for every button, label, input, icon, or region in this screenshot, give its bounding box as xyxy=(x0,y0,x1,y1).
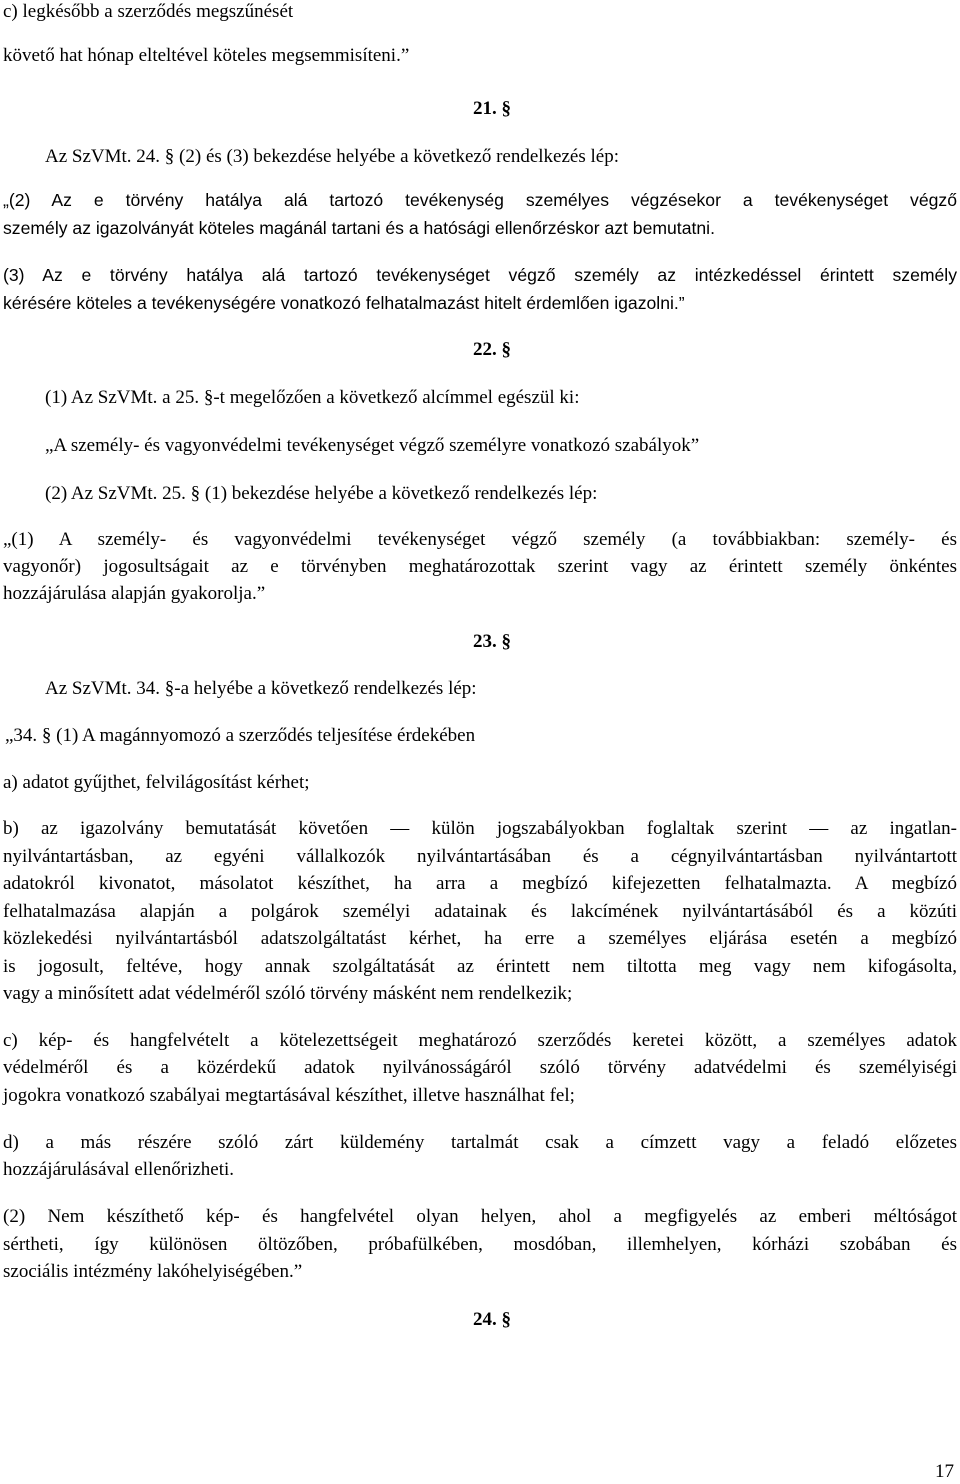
text-line: d) a más részére szóló zárt küldemény tartalmát csak a címzett vagy a feladó előzetes xyxy=(3,1132,957,1153)
text-line: „34. § (1) A magánnyomozó a szerződés teljesítése érdekében xyxy=(5,725,476,746)
text-line: vagyonőr) jogosultságait az e törvényben meghatározottak szerint vagy az érintett személy önkéntes xyxy=(3,556,957,577)
text-line: szociális intézmény lakóhelyiségében.” xyxy=(3,1261,303,1282)
text-line: követő hat hónap elteltével köteles megsemmisíteni.” xyxy=(3,45,410,66)
text-line: b) az igazolvány bemutatását követően — külön jogszabályokban foglaltak szerint — az ingatlan- xyxy=(3,818,957,839)
section-heading-22: 22. § xyxy=(473,339,511,360)
text-line: sértheti, így különösen öltözőben, próbafülkében, mosdóban, illemhelyen, kórházi szobában és xyxy=(3,1234,957,1255)
text-line: vagy a minősített adat védelméről szóló törvény másként nem rendelkezik; xyxy=(3,983,573,1004)
text-line: felhatalmazása alapján a polgárok személyi adatainak és lakcímének nyilvántartásából és a közúti xyxy=(3,901,957,922)
text-line: (2) Az SzVMt. 25. § (1) bekezdése helyébe a következő rendelkezés lép: xyxy=(45,483,598,504)
text-line: személy az igazolványát köteles magánál tartani és a hatósági ellenőrzéskor azt bemutatni. xyxy=(3,218,715,238)
text-line: közlekedési nyilvántartásból adatszolgáltatást kérhet, ha erre a személyes eljárása esetén a megbízó xyxy=(3,928,957,949)
text-line: hozzájárulása alapján gyakorolja.” xyxy=(3,583,266,604)
text-line: védelméről és a közérdekű adatok nyilvánosságáról szóló törvény adatvédelmi és személyiségi xyxy=(3,1057,957,1078)
text-line: a) adatot gyűjthet, felvilágosítást kérhet; xyxy=(3,772,310,793)
text-line: „(2) Az e törvény hatálya alá tartozó tevékenység személyes végzésekor a tevékenységet végző xyxy=(3,190,957,210)
text-line: „(1) A személy- és vagyonvédelmi tevékenységet végző személy (a továbbiakban: személy- és xyxy=(3,529,957,550)
text-line: nyilvántartásban, az egyéni vállalkozók nyilvántartásában és a cégnyilvántartásban nyilvántartott xyxy=(3,846,957,867)
text-line: adatokról kivonatot, másolatot készíthet, ha arra a megbízó kifejezetten felhatalmazta. A megbízó xyxy=(3,873,957,894)
text-line: (1) Az SzVMt. a 25. §-t megelőzően a következő alcímmel egészül ki: xyxy=(45,387,580,408)
text-line: (2) Nem készíthető kép- és hangfelvétel olyan helyen, ahol a megfigyelés az emberi méltóságot xyxy=(3,1206,957,1227)
section-heading-23: 23. § xyxy=(473,631,511,652)
text-line: hozzájárulásával ellenőrizheti. xyxy=(3,1159,235,1180)
text-line: kérésére köteles a tevékenységére vonatkozó felhatalmazást hitelt érdemlően igazolni.” xyxy=(3,293,685,313)
section-heading-21: 21. § xyxy=(473,98,511,119)
text-line: c) kép- és hangfelvételt a kötelezettségeit meghatározó szerződés keretei között, a személyes adatok xyxy=(3,1030,957,1051)
text-line: jogokra vonatkozó szabályai megtartásával készíthet, illetve használhat fel; xyxy=(3,1085,575,1106)
text-line: is jogosult, feltéve, hogy annak szolgáltatását az érintett nem tiltotta meg vagy nem kifogásolta, xyxy=(3,956,957,977)
section-heading-24: 24. § xyxy=(473,1309,511,1330)
text-line: (3) Az e törvény hatálya alá tartozó tevékenységet végző személy az intézkedéssel érintett személy xyxy=(3,265,957,285)
subtitle-line: „A személy- és vagyonvédelmi tevékenységet végző személyre vonatkozó szabályok” xyxy=(45,435,700,456)
text-line: c) legkésőbb a szerződés megszűnését xyxy=(3,1,294,22)
text-line: Az SzVMt. 34. §-a helyébe a következő rendelkezés lép: xyxy=(45,678,477,699)
text-line: Az SzVMt. 24. § (2) és (3) bekezdése helyébe a következő rendelkezés lép: xyxy=(45,146,619,167)
page-number: 17 xyxy=(935,1461,954,1482)
